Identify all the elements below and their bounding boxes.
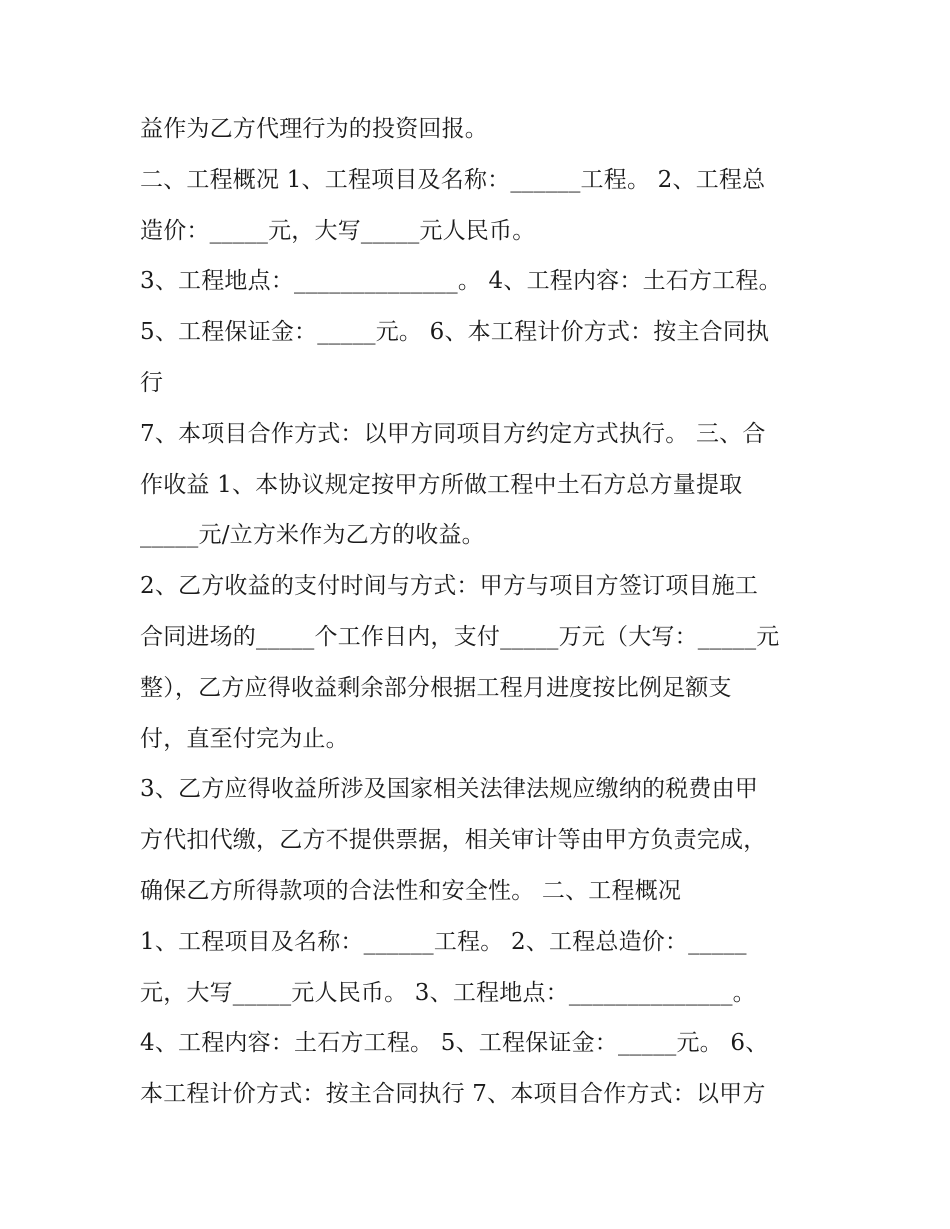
text-line: 3、乙方应得收益所涉及国家相关法律法规应缴纳的税费由甲 [140,776,759,803]
text-line: _____元/立方米作为乙方的收益。 [140,522,485,549]
text-line: 1、工程项目及名称：______工程。 2、工程总造价：_____ [140,928,747,955]
text-line: 益作为乙方代理行为的投资回报。 [140,116,488,142]
text-line: 造价：_____元，大写_____元人民币。 [140,217,536,244]
text-line: 确保乙方所得款项的合法性和安全性。 二、工程概况 [140,877,682,904]
text-line: 3、工程地点：______________。 4、工程内容：土石方工程。 [140,268,782,295]
text-line: 付，直至付完为止。 [140,725,349,752]
document-body [140,104,812,1120]
text-line: 方代扣代缴，乙方不提供票据，相关审计等由甲方负责完成， [140,827,767,854]
text-line: 4、工程内容：土石方工程。 5、工程保证金：_____元。 6、 [140,1030,769,1057]
text-line: 本工程计价方式：按主合同执行 7、本项目合作方式：以甲方 [140,1081,766,1108]
text-line: 合同进场的_____个工作日内，支付_____万元（大写：_____元 [140,623,780,650]
text-line: 5、工程保证金：_____元。 6、本工程计价方式：按主合同执 [140,319,770,346]
text-line: 作收益 1、本协议规定按甲方所做工程中土石方总方量提取 [140,471,743,498]
text-line: 7、本项目合作方式：以甲方同项目方约定方式执行。 三、合 [140,420,766,447]
text-line: 元，大写_____元人民币。 3、工程地点：______________。 [140,979,756,1006]
text-line: 2、乙方收益的支付时间与方式：甲方与项目方签订项目施工 [140,573,759,600]
text-line: 行 [140,369,164,396]
text-line: 整），乙方应得收益剩余部分根据工程月进度按比例足额支 [140,674,732,701]
text-line: 二、工程概况 1、工程项目及名称：______工程。 2、工程总 [140,166,766,193]
